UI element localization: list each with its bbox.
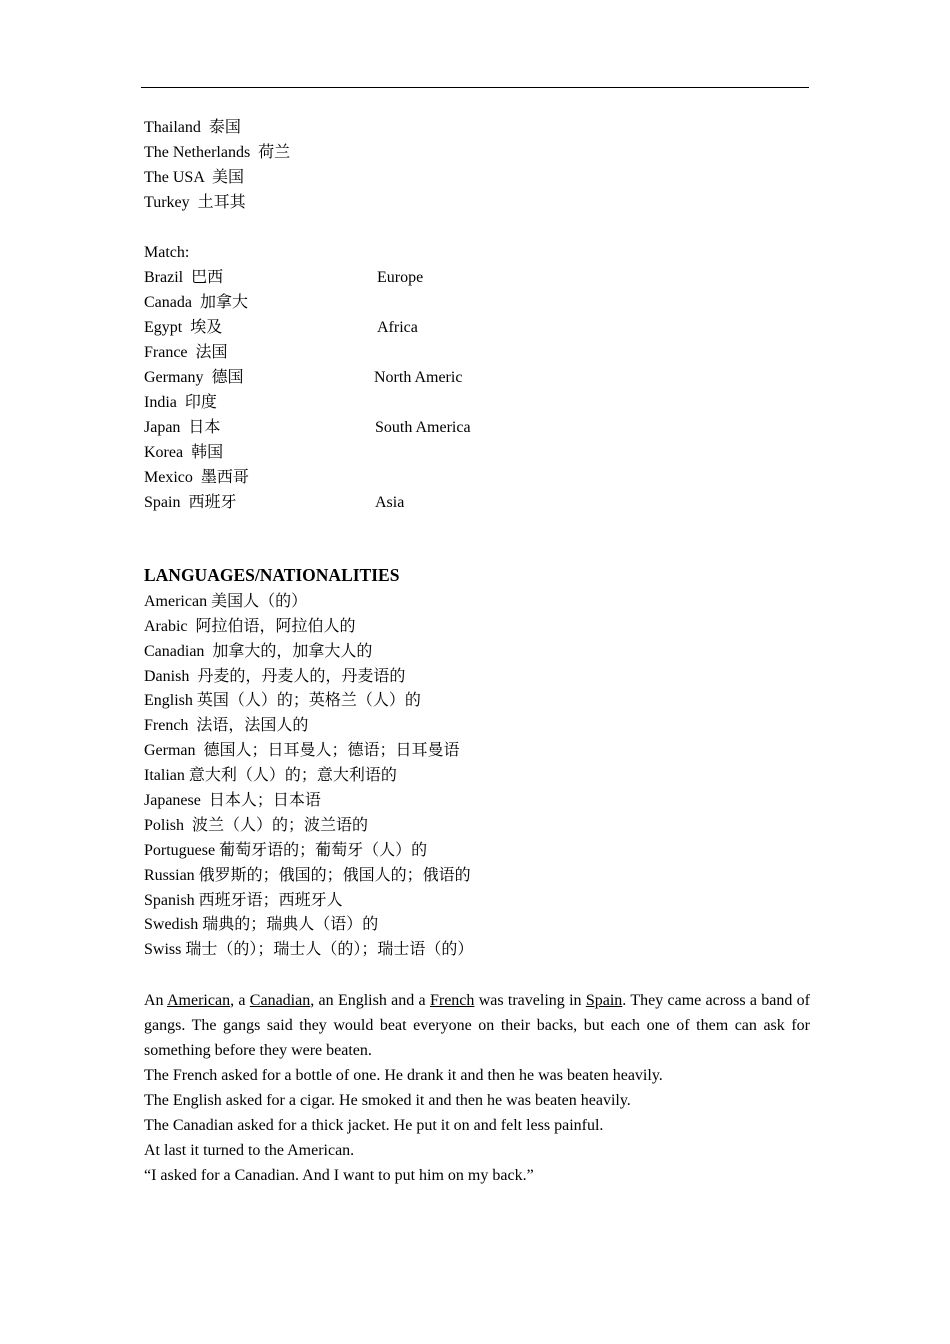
match-country: Spain 西班牙 [144,494,237,511]
language-item: Spanish 西班牙语；西班牙人 [144,892,343,909]
story-intro: An American, a Canadian, an English and a French was traveling in Spain. They came across a band of gangs. The gangs said they would beat everyone on their backs, but each one of them can ask for something before they were beaten. [144,992,811,1059]
country-line: The Netherlands 荷兰 [144,144,291,161]
underlined-word: Spain [585,992,623,1009]
language-item: Swedish 瑞典的；瑞典人（语）的 [144,916,379,933]
language-item: Russian 俄罗斯的；俄国的；俄国人的；俄语的 [144,867,471,884]
underlined-word: Canadian [249,992,311,1009]
match-country: Egypt 埃及 [144,319,223,336]
match-region: Europe [377,269,424,286]
language-item: Canadian 加拿大的，加拿大人的 [144,643,373,660]
language-item: Japanese 日本人；日本语 [144,792,321,809]
match-country: India 印度 [144,394,217,411]
language-item: English 英国（人）的；英格兰（人）的 [144,692,421,709]
top-rule [141,87,809,88]
language-item: Italian 意大利（人）的；意大利语的 [144,767,397,784]
match-region: Asia [375,494,405,511]
match-label: Match: [144,244,190,261]
language-item: American 美国人（的） [144,593,308,610]
country-line: Thailand 泰国 [144,119,241,136]
underlined-word: American [166,992,231,1009]
match-country: Germany 德国 [144,369,244,386]
match-country: Japan 日本 [144,419,221,436]
language-item: Danish 丹麦的，丹麦人的，丹麦语的 [144,668,406,685]
language-item: Polish 波兰（人）的；波兰语的 [144,817,369,834]
country-line: The USA 美国 [144,169,245,186]
match-region: South America [375,419,471,436]
language-item: French 法语，法国人的 [144,717,309,734]
language-item: Swiss 瑞士（的）；瑞士人（的）；瑞士语（的） [144,941,474,958]
match-country: Brazil 巴西 [144,269,224,286]
match-country: Korea 韩国 [144,444,224,461]
story [144,988,810,1188]
section-heading: LANGUAGES/NATIONALITIES [144,565,400,585]
language-item: Arabic 阿拉伯语，阿拉伯人的 [144,618,356,635]
story-line: “I asked for a Canadian. And I want to put him on my back.” [144,1167,534,1184]
match-country: France 法国 [144,344,228,361]
match-region: North Americ [374,369,463,386]
language-item: German 德国人；日耳曼人；德语；日耳曼语 [144,742,460,759]
story-line: The English asked for a cigar. He smoked it and then he was beaten heavily. [144,1092,631,1109]
story-line: The Canadian asked for a thick jacket. He put it on and felt less painful. [144,1117,604,1134]
match-country: Mexico 墨西哥 [144,469,249,486]
match-region: Africa [377,319,418,336]
language-item: Portuguese 葡萄牙语的；葡萄牙（人）的 [144,842,428,859]
underlined-word: French [429,992,475,1009]
story-line: At last it turned to the American. [144,1142,355,1159]
country-line: Turkey 土耳其 [144,194,246,211]
story-line: The French asked for a bottle of one. He drank it and then he was beaten heavily. [144,1067,663,1084]
match-country: Canada 加拿大 [144,294,248,311]
